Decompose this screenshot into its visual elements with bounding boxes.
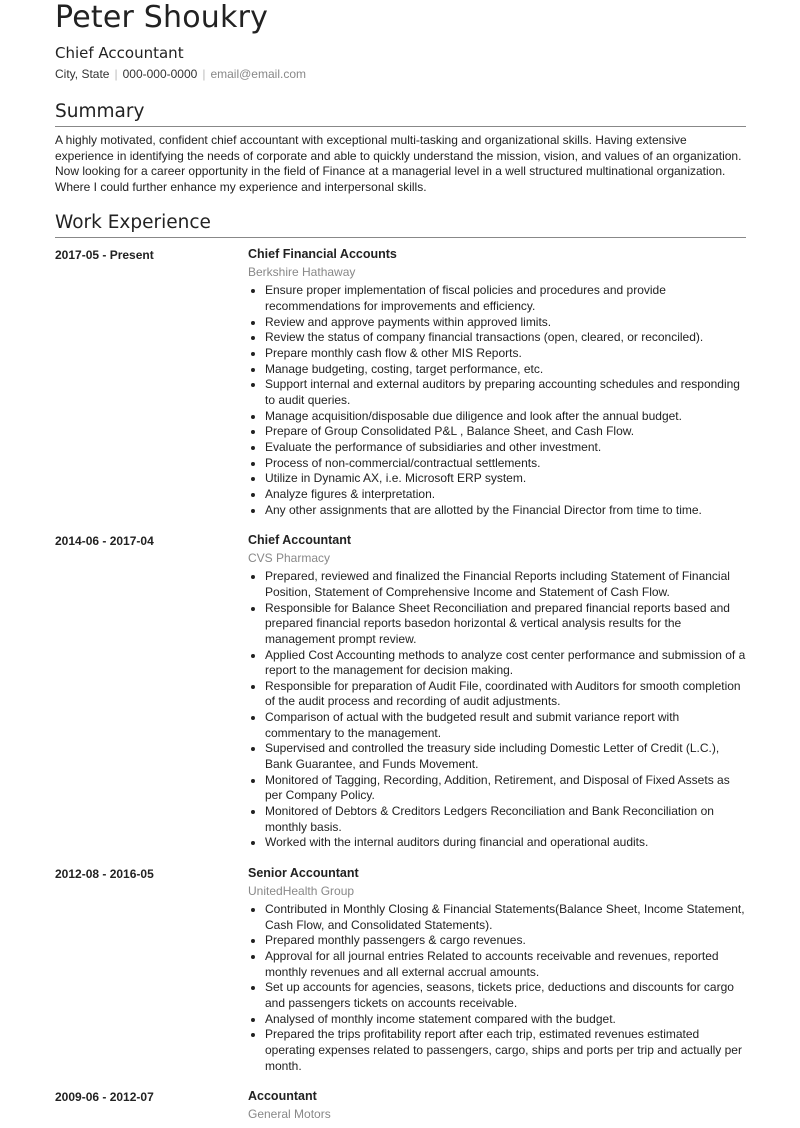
contact-separator: | xyxy=(202,67,206,81)
job-company: General Motors xyxy=(248,1107,331,1122)
job-role: Chief Accountant xyxy=(248,533,352,548)
contact-separator: | xyxy=(114,67,118,81)
job-details xyxy=(248,865,746,1074)
job-company: CVS Pharmacy xyxy=(248,551,331,566)
work-experience-list xyxy=(55,246,746,1123)
contact-phone: 000-000-0000 xyxy=(122,67,198,81)
list-item: • Support internal and external auditors by preparing accounting schedules and responding to audit queries. xyxy=(265,377,746,408)
list-item: • Contributed in Monthly Closing & Financial Statements(Balance Sheet, Income Statement, Cash Flow, and Consolidated Statements). xyxy=(265,902,746,933)
job-role: Accountant xyxy=(248,1089,317,1104)
list-item: • Any other assignments that are allotted by the Financial Director from time to time. xyxy=(265,503,746,519)
job-role: Senior Accountant xyxy=(248,866,359,881)
job-details xyxy=(248,246,746,518)
job-entry xyxy=(55,865,746,1074)
list-item: • Applied Cost Accounting methods to analyze cost center performance and submission of a report to the management for decision making. xyxy=(265,648,746,679)
list-item: • Prepared, reviewed and finalized the Financial Reports including Statement of Financial Position, Statement of Comprehensive Income and Statement of Cash Flow. xyxy=(265,569,746,600)
list-item: • Ensure proper implementation of fiscal policies and procedures and provide recommendations for improvements and efficiency. xyxy=(265,283,746,314)
job-details xyxy=(248,1088,746,1123)
job-dates: 2009-06 - 2012-07 xyxy=(55,1090,154,1105)
candidate-title: Chief Accountant xyxy=(55,44,184,62)
list-item: • Review and approve payments within approved limits. xyxy=(265,315,746,331)
summary-text: A highly motivated, confident chief accountant with exceptional multi-tasking and organizational skills. Having extensive experience in identifying the needs of corporate and able to quickly understand the mission, vision, and values of an organization. Now looking for a career opportunity in the field of Finance at a managerial level in a well structured multinational organization. Where I could further enhance my experience and interpersonal skills. xyxy=(55,133,742,194)
job-details xyxy=(248,532,746,851)
list-item: • Analyze figures & interpretation. xyxy=(265,487,746,503)
contact-location: City, State xyxy=(55,67,110,81)
job-responsibilities xyxy=(248,569,746,851)
list-item: • Prepared the trips profitability report after each trip, estimated revenues estimated operating expenses related to passengers, cargo, ships and ports per trip and actually per month. xyxy=(265,1027,746,1074)
work-experience-heading: Work Experience xyxy=(55,212,746,238)
job-dates: 2014-06 - 2017-04 xyxy=(55,534,154,549)
list-item: • Prepared monthly passengers & cargo revenues. xyxy=(265,933,746,949)
list-item: • Analysed of monthly income statement compared with the budget. xyxy=(265,1012,746,1028)
job-entry xyxy=(55,246,746,518)
list-item: • Utilize in Dynamic AX, i.e. Microsoft ERP system. xyxy=(265,471,746,487)
contact-email[interactable]: email@email.com xyxy=(210,67,306,81)
list-item: • Review the status of company financial transactions (open, cleared, or reconciled). xyxy=(265,330,746,346)
contact-line xyxy=(55,66,746,82)
list-item: • Approval for all journal entries Related to accounts receivable and revenues, reported monthly revenues and all external accrual amounts. xyxy=(265,949,746,980)
list-item: • Prepare of Group Consolidated P&L , Balance Sheet, and Cash Flow. xyxy=(265,424,746,440)
job-company: Berkshire Hathaway xyxy=(248,265,356,280)
list-item: • Manage acquisition/disposable due diligence and look after the annual budget. xyxy=(265,409,746,425)
resume-page xyxy=(55,0,746,1123)
list-item: • Monitored of Debtors & Creditors Ledgers Reconciliation and Bank Reconciliation on monthly basis. xyxy=(265,804,746,835)
job-company: UnitedHealth Group xyxy=(248,884,355,899)
job-dates: 2017-05 - Present xyxy=(55,248,154,263)
list-item: • Manage budgeting, costing, target performance, etc. xyxy=(265,362,746,378)
list-item: • Responsible for preparation of Audit File, coordinated with Auditors for smooth completion of the audit process and recording of audit adjustments. xyxy=(265,679,746,710)
list-item: • Monitored of Tagging, Recording, Addition, Retirement, and Disposal of Fixed Assets as per Company Policy. xyxy=(265,773,746,804)
list-item: • Process of non-commercial/contractual settlements. xyxy=(265,456,746,472)
list-item: • Comparison of actual with the budgeted result and submit variance report with commentary to the management. xyxy=(265,710,746,741)
job-responsibilities xyxy=(248,283,746,518)
job-entry xyxy=(55,1088,746,1123)
list-item: • Responsible for Balance Sheet Reconciliation and prepared financial reports based and prepared financial reports basedon horizontal & vertical analysis results for the management prompt review. xyxy=(265,601,746,648)
job-role: Chief Financial Accounts xyxy=(248,247,397,262)
summary-heading: Summary xyxy=(55,101,746,127)
list-item: • Prepare monthly cash flow & other MIS Reports. xyxy=(265,346,746,362)
job-dates: 2012-08 - 2016-05 xyxy=(55,867,154,882)
list-item: • Supervised and controlled the treasury side including Domestic Letter of Credit (L.C.), Bank Guarantee, and Funds Movement. xyxy=(265,741,746,772)
list-item: • Set up accounts for agencies, seasons, tickets price, deductions and discounts for cargo and passengers tickets on accounts receivable. xyxy=(265,980,746,1011)
list-item: • Evaluate the performance of subsidiaries and other investment. xyxy=(265,440,746,456)
job-entry xyxy=(55,532,746,851)
job-responsibilities xyxy=(248,902,746,1074)
candidate-name: Peter Shoukry xyxy=(55,0,269,35)
list-item: • Worked with the internal auditors during financial and operational audits. xyxy=(265,835,746,851)
